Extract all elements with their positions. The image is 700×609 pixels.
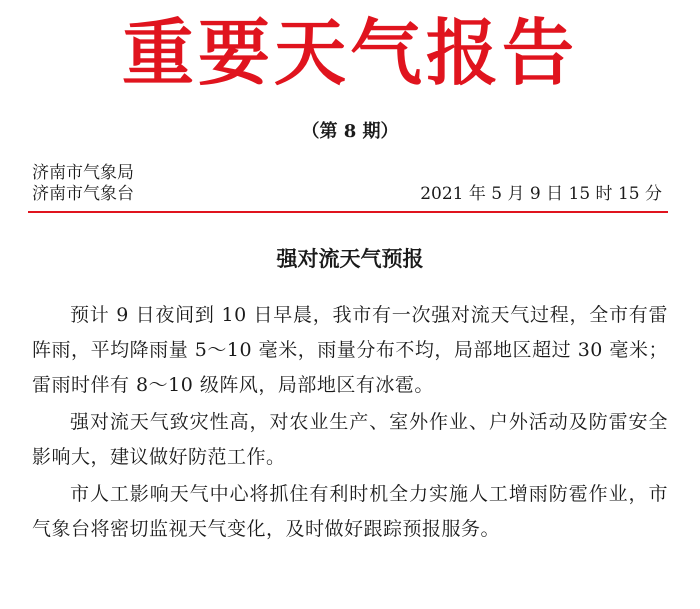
- report-body: [32, 298, 668, 549]
- issue-number: （第 8 期）: [301, 121, 399, 142]
- report-headline: 强对流天气预报: [276, 246, 424, 271]
- report-paragraph-response: 市人工影响天气中心将抓住有利时机全力实施人工增雨防雹作业，市气象台将密切监视天气变化，及时做好跟踪预报服务。: [32, 483, 668, 540]
- report-paragraph-impact: 强对流天气致灾性高，对农业生产、室外作业、户外活动及防雷安全影响大，建议做好防范工作。: [32, 411, 668, 468]
- issuing-bureau: 济南市气象局: [32, 163, 134, 183]
- report-paragraph-forecast: 预计 9 日夜间到 10 日早晨，我市有一次强对流天气过程，全市有雷阵雨，平均降雨量 5～10 毫米，雨量分布不均，局部地区超过 30 毫米；雷雨时伴有 8～10 级阵风，局部地区有冰雹。: [32, 304, 668, 396]
- header-divider: [28, 211, 668, 213]
- issuing-observatory: 济南市气象台: [32, 184, 134, 204]
- issue-datetime: 2021 年 5 月 9 日 15 时 15 分: [420, 184, 662, 204]
- masthead-title: 重要天气报告: [121, 11, 578, 95]
